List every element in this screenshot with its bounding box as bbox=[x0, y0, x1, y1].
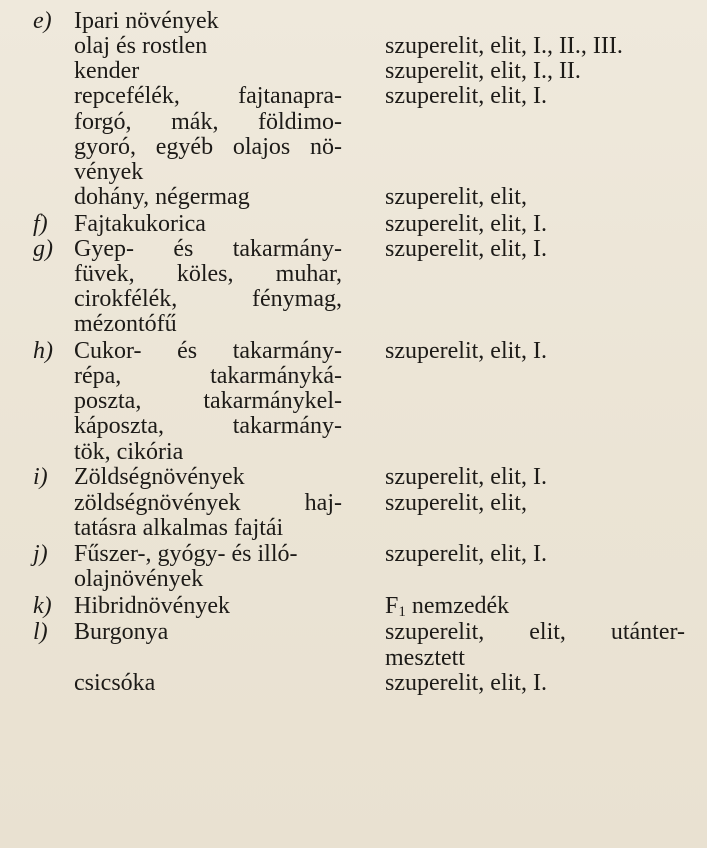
plant-name: dohány, négermag bbox=[74, 184, 250, 210]
item-label: i) bbox=[33, 464, 48, 490]
seed-category: szuperelit, elit, I. bbox=[385, 211, 547, 237]
list-item bbox=[0, 133, 707, 161]
item-label: k) bbox=[33, 593, 52, 619]
plant-name: tatásra alkalmas fajtái bbox=[74, 515, 284, 541]
list-item bbox=[0, 310, 707, 338]
plant-name: mézontófű bbox=[74, 311, 177, 337]
seed-category-prefix: F bbox=[385, 593, 399, 619]
item-label: f) bbox=[33, 211, 48, 237]
plant-name: Zöldségnövények bbox=[74, 464, 245, 490]
plant-name: tök, cikória bbox=[74, 439, 184, 465]
plant-name: káposzta, takarmány- bbox=[74, 413, 342, 439]
plant-name: Burgonya bbox=[74, 619, 169, 645]
plant-name: Fajtakukorica bbox=[74, 211, 206, 237]
plant-name: olajnövények bbox=[74, 566, 204, 592]
plant-name: répa, takarmányká- bbox=[74, 363, 342, 389]
seed-category: mesztett bbox=[385, 645, 465, 671]
plant-name: füvek, köles, muhar, bbox=[74, 261, 342, 287]
seed-category: szuperelit, elit, I., II. bbox=[385, 58, 581, 84]
list-item bbox=[0, 438, 707, 466]
list-item bbox=[0, 669, 707, 697]
list-item bbox=[0, 387, 707, 415]
list-item bbox=[0, 108, 707, 136]
seed-category: szuperelit, elit, I. bbox=[385, 236, 547, 262]
list-item bbox=[0, 57, 707, 85]
list-item bbox=[0, 285, 707, 313]
plant-name: Ipari növények bbox=[74, 8, 219, 34]
plant-name: vények bbox=[74, 159, 144, 185]
seed-category: szuperelit, elit, I. bbox=[385, 338, 547, 364]
list-item bbox=[0, 514, 707, 542]
seed-category: szuperelit, elit, I. bbox=[385, 541, 547, 567]
plant-name: repcefélék, fajtanapra- bbox=[74, 83, 342, 109]
plant-name: Hibridnövények bbox=[74, 593, 230, 619]
list-item bbox=[0, 592, 707, 620]
seed-category: szuperelit, elit, bbox=[385, 490, 527, 516]
list-item bbox=[0, 644, 707, 672]
plant-name: zöldségnövények haj- bbox=[74, 490, 342, 516]
plant-name: csicsóka bbox=[74, 670, 156, 696]
plant-name: poszta, takarmánykel- bbox=[74, 388, 342, 414]
seed-category: szuperelit, elit, I. bbox=[385, 464, 547, 490]
list-item bbox=[0, 158, 707, 186]
seed-category: szuperelit, elit, utánter- bbox=[385, 619, 685, 645]
plant-name: kender bbox=[74, 58, 140, 84]
list-item bbox=[0, 618, 707, 646]
list-item bbox=[0, 82, 707, 110]
seed-category-rest: nemzedék bbox=[405, 593, 510, 619]
item-label: l) bbox=[33, 619, 48, 645]
item-label: g) bbox=[33, 236, 53, 262]
plant-name: Gyep- és takarmány- bbox=[74, 236, 342, 262]
list-item bbox=[0, 362, 707, 390]
list-item bbox=[0, 260, 707, 288]
list-item bbox=[0, 7, 707, 35]
item-label: e) bbox=[33, 8, 52, 34]
plant-name: Cukor- és takarmány- bbox=[74, 338, 342, 364]
seed-category: szuperelit, elit, I. bbox=[385, 83, 547, 109]
list-item bbox=[0, 565, 707, 593]
plant-name: forgó, mák, földimo- bbox=[74, 109, 342, 135]
list-item bbox=[0, 32, 707, 60]
item-label: h) bbox=[33, 338, 53, 364]
list-item bbox=[0, 540, 707, 568]
seed-category: szuperelit, elit, I. bbox=[385, 670, 547, 696]
list-item bbox=[0, 337, 707, 365]
list-item bbox=[0, 463, 707, 491]
subscript: 1 bbox=[398, 604, 406, 620]
seed-category: szuperelit, elit, I., II., III. bbox=[385, 33, 623, 59]
seed-category: szuperelit, elit, bbox=[385, 184, 527, 210]
plant-name: gyoró, egyéb olajos nö- bbox=[74, 134, 342, 160]
list-item bbox=[0, 412, 707, 440]
plant-name: olaj és rostlen bbox=[74, 33, 208, 59]
plant-name: cirokfélék, fénymag, bbox=[74, 286, 342, 312]
list-item bbox=[0, 210, 707, 238]
seed-category bbox=[385, 592, 685, 620]
list-item bbox=[0, 489, 707, 517]
list-item bbox=[0, 183, 707, 211]
item-label: j) bbox=[33, 541, 48, 567]
list-item bbox=[0, 235, 707, 263]
plant-name: Fűszer-, gyógy- és illó- bbox=[74, 541, 298, 567]
